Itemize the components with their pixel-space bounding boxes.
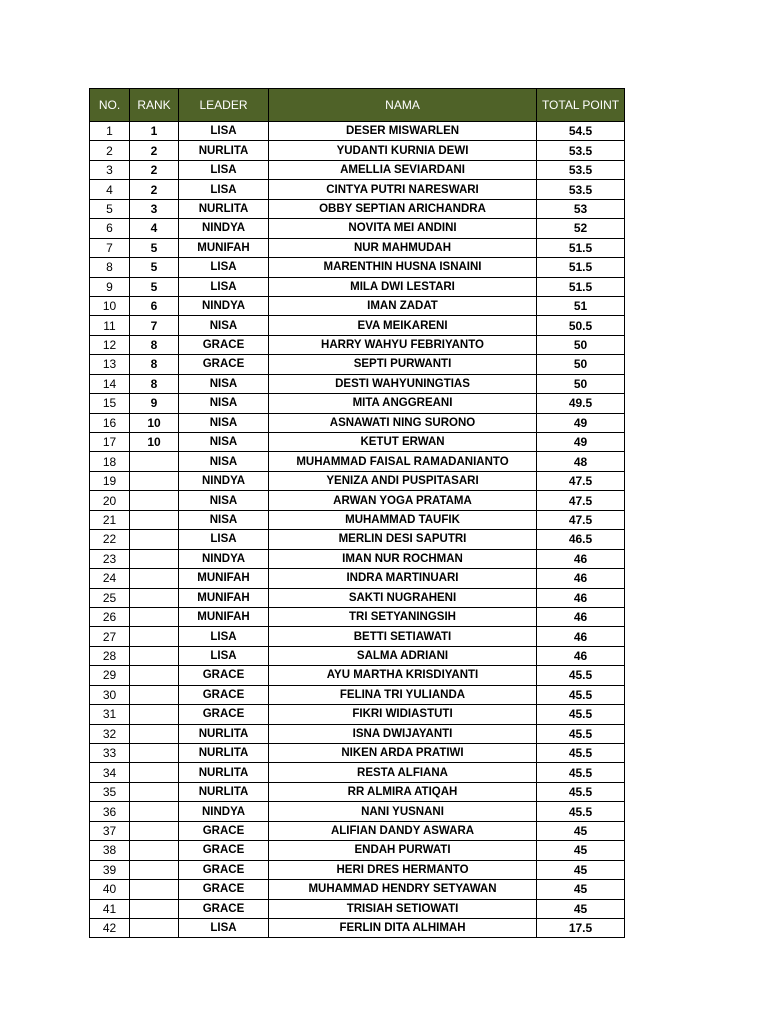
nama-cell: FELINA TRI YULIANDA — [269, 685, 537, 704]
leader-cell: GRACE — [179, 899, 269, 918]
leader-cell: NISA — [179, 316, 269, 335]
rank-cell: 8 — [130, 355, 179, 374]
leader-cell: GRACE — [179, 860, 269, 879]
no-cell: 31 — [90, 705, 130, 724]
nama-cell: SEPTI PURWANTI — [269, 355, 537, 374]
header-total-point: TOTAL POINT — [537, 89, 625, 122]
table-row — [90, 763, 625, 782]
rank-cell — [130, 685, 179, 704]
no-cell: 24 — [90, 569, 130, 588]
rank-cell: 5 — [130, 238, 179, 257]
rank-cell: 9 — [130, 394, 179, 413]
rank-cell — [130, 607, 179, 626]
table-row — [90, 607, 625, 626]
rank-cell: 3 — [130, 199, 179, 218]
leader-cell: MUNIFAH — [179, 607, 269, 626]
no-cell: 3 — [90, 160, 130, 179]
total-point-cell: 49 — [537, 433, 625, 452]
no-cell: 18 — [90, 452, 130, 471]
rank-cell — [130, 782, 179, 801]
no-cell: 12 — [90, 335, 130, 354]
rank-cell: 5 — [130, 258, 179, 277]
total-point-cell: 53.5 — [537, 180, 625, 199]
total-point-cell: 53.5 — [537, 141, 625, 160]
no-cell: 4 — [90, 180, 130, 199]
leader-cell: LISA — [179, 627, 269, 646]
nama-cell: EVA MEIKARENI — [269, 316, 537, 335]
no-cell: 2 — [90, 141, 130, 160]
no-cell: 42 — [90, 918, 130, 937]
table-row — [90, 491, 625, 510]
table-row — [90, 374, 625, 393]
rank-cell: 10 — [130, 413, 179, 432]
leader-cell: NINDYA — [179, 471, 269, 490]
nama-cell: MUHAMMAD FAISAL RAMADANIANTO — [269, 452, 537, 471]
rank-cell: 1 — [130, 122, 179, 141]
nama-cell: ARWAN YOGA PRATAMA — [269, 491, 537, 510]
rank-cell — [130, 627, 179, 646]
no-cell: 26 — [90, 607, 130, 626]
rank-cell — [130, 569, 179, 588]
leader-cell: LISA — [179, 160, 269, 179]
no-cell: 37 — [90, 821, 130, 840]
leader-cell: LISA — [179, 180, 269, 199]
nama-cell: MITA ANGGREANI — [269, 394, 537, 413]
total-point-cell: 46 — [537, 569, 625, 588]
no-cell: 7 — [90, 238, 130, 257]
no-cell: 28 — [90, 646, 130, 665]
leader-cell: GRACE — [179, 685, 269, 704]
table-row — [90, 666, 625, 685]
nama-cell: CINTYA PUTRI NARESWARI — [269, 180, 537, 199]
table-row — [90, 316, 625, 335]
no-cell: 5 — [90, 199, 130, 218]
nama-cell: MILA DWI LESTARI — [269, 277, 537, 296]
ranking-table — [89, 88, 625, 938]
nama-cell: BETTI SETIAWATI — [269, 627, 537, 646]
no-cell: 40 — [90, 880, 130, 899]
total-point-cell: 17.5 — [537, 918, 625, 937]
table-row — [90, 646, 625, 665]
table-row — [90, 180, 625, 199]
total-point-cell: 46 — [537, 627, 625, 646]
nama-cell: SAKTI NUGRAHENI — [269, 588, 537, 607]
nama-cell: NIKEN ARDA PRATIWI — [269, 744, 537, 763]
leader-cell: NISA — [179, 394, 269, 413]
no-cell: 29 — [90, 666, 130, 685]
leader-cell: NURLITA — [179, 763, 269, 782]
no-cell: 17 — [90, 433, 130, 452]
table-row — [90, 782, 625, 801]
rank-cell — [130, 471, 179, 490]
rank-cell — [130, 666, 179, 685]
leader-cell: LISA — [179, 258, 269, 277]
table-row — [90, 296, 625, 315]
table-row — [90, 627, 625, 646]
no-cell: 8 — [90, 258, 130, 277]
no-cell: 33 — [90, 744, 130, 763]
nama-cell: NOVITA MEI ANDINI — [269, 219, 537, 238]
rank-cell — [130, 549, 179, 568]
nama-cell: DESER MISWARLEN — [269, 122, 537, 141]
no-cell: 16 — [90, 413, 130, 432]
nama-cell: YENIZA ANDI PUSPITASARI — [269, 471, 537, 490]
nama-cell: RR ALMIRA ATIQAH — [269, 782, 537, 801]
total-point-cell: 46 — [537, 646, 625, 665]
total-point-cell: 49.5 — [537, 394, 625, 413]
rank-cell — [130, 530, 179, 549]
no-cell: 20 — [90, 491, 130, 510]
total-point-cell: 51 — [537, 296, 625, 315]
no-cell: 6 — [90, 219, 130, 238]
no-cell: 15 — [90, 394, 130, 413]
leader-cell: NISA — [179, 374, 269, 393]
total-point-cell: 50 — [537, 355, 625, 374]
total-point-cell: 48 — [537, 452, 625, 471]
leader-cell: GRACE — [179, 880, 269, 899]
rank-cell — [130, 860, 179, 879]
total-point-cell: 46 — [537, 549, 625, 568]
table-row — [90, 860, 625, 879]
nama-cell: SALMA ADRIANI — [269, 646, 537, 665]
header-row — [90, 89, 625, 122]
table-row — [90, 238, 625, 257]
table-row — [90, 588, 625, 607]
leader-cell: NISA — [179, 452, 269, 471]
nama-cell: INDRA MARTINUARI — [269, 569, 537, 588]
nama-cell: NUR MAHMUDAH — [269, 238, 537, 257]
table-row — [90, 160, 625, 179]
nama-cell: NANI YUSNANI — [269, 802, 537, 821]
no-cell: 35 — [90, 782, 130, 801]
leader-cell: GRACE — [179, 355, 269, 374]
leader-cell: LISA — [179, 530, 269, 549]
nama-cell: IMAN NUR ROCHMAN — [269, 549, 537, 568]
leader-cell: LISA — [179, 277, 269, 296]
table-row — [90, 471, 625, 490]
leader-cell: NINDYA — [179, 219, 269, 238]
rank-cell: 6 — [130, 296, 179, 315]
table-row — [90, 122, 625, 141]
total-point-cell: 45.5 — [537, 685, 625, 704]
nama-cell: AYU MARTHA KRISDIYANTI — [269, 666, 537, 685]
nama-cell: IMAN ZADAT — [269, 296, 537, 315]
rank-cell — [130, 491, 179, 510]
rank-cell: 5 — [130, 277, 179, 296]
leader-cell: NINDYA — [179, 802, 269, 821]
total-point-cell: 47.5 — [537, 510, 625, 529]
no-cell: 25 — [90, 588, 130, 607]
rank-cell — [130, 510, 179, 529]
leader-cell: NISA — [179, 433, 269, 452]
nama-cell: ENDAH PURWATI — [269, 841, 537, 860]
total-point-cell: 45.5 — [537, 763, 625, 782]
rank-cell — [130, 899, 179, 918]
total-point-cell: 46 — [537, 588, 625, 607]
no-cell: 32 — [90, 724, 130, 743]
rank-cell — [130, 452, 179, 471]
total-point-cell: 45 — [537, 860, 625, 879]
leader-cell: GRACE — [179, 821, 269, 840]
leader-cell: MUNIFAH — [179, 238, 269, 257]
leader-cell: NURLITA — [179, 782, 269, 801]
total-point-cell: 50 — [537, 335, 625, 354]
rank-cell — [130, 841, 179, 860]
table-row — [90, 918, 625, 937]
table-row — [90, 899, 625, 918]
leader-cell: NISA — [179, 510, 269, 529]
no-cell: 27 — [90, 627, 130, 646]
leader-cell: NURLITA — [179, 724, 269, 743]
no-cell: 9 — [90, 277, 130, 296]
leader-cell: GRACE — [179, 666, 269, 685]
leader-cell: NINDYA — [179, 296, 269, 315]
rank-cell — [130, 918, 179, 937]
rank-cell — [130, 724, 179, 743]
no-cell: 41 — [90, 899, 130, 918]
no-cell: 39 — [90, 860, 130, 879]
leader-cell: GRACE — [179, 705, 269, 724]
nama-cell: FIKRI WIDIASTUTI — [269, 705, 537, 724]
leader-cell: GRACE — [179, 335, 269, 354]
total-point-cell: 45.5 — [537, 782, 625, 801]
nama-cell: TRI SETYANINGSIH — [269, 607, 537, 626]
rank-cell: 2 — [130, 180, 179, 199]
leader-cell: NISA — [179, 413, 269, 432]
rank-cell: 8 — [130, 374, 179, 393]
no-cell: 23 — [90, 549, 130, 568]
nama-cell: OBBY SEPTIAN ARICHANDRA — [269, 199, 537, 218]
nama-cell: MUHAMMAD TAUFIK — [269, 510, 537, 529]
nama-cell: MERLIN DESI SAPUTRI — [269, 530, 537, 549]
total-point-cell: 45.5 — [537, 705, 625, 724]
nama-cell: HARRY WAHYU FEBRIYANTO — [269, 335, 537, 354]
leader-cell: NURLITA — [179, 744, 269, 763]
table-row — [90, 705, 625, 724]
leader-cell: NISA — [179, 491, 269, 510]
no-cell: 11 — [90, 316, 130, 335]
no-cell: 36 — [90, 802, 130, 821]
table-row — [90, 199, 625, 218]
no-cell: 38 — [90, 841, 130, 860]
no-cell: 10 — [90, 296, 130, 315]
no-cell: 1 — [90, 122, 130, 141]
nama-cell: AMELLIA SEVIARDANI — [269, 160, 537, 179]
leader-cell: LISA — [179, 918, 269, 937]
total-point-cell: 53 — [537, 199, 625, 218]
table-row — [90, 141, 625, 160]
rank-cell — [130, 802, 179, 821]
rank-cell: 2 — [130, 141, 179, 160]
rank-cell: 10 — [130, 433, 179, 452]
table-row — [90, 821, 625, 840]
table-row — [90, 335, 625, 354]
rank-cell: 8 — [130, 335, 179, 354]
no-cell: 34 — [90, 763, 130, 782]
table-row — [90, 355, 625, 374]
rank-cell — [130, 588, 179, 607]
total-point-cell: 45.5 — [537, 744, 625, 763]
rank-cell — [130, 763, 179, 782]
table-row — [90, 219, 625, 238]
nama-cell: DESTI WAHYUNINGTIAS — [269, 374, 537, 393]
nama-cell: MARENTHIN HUSNA ISNAINI — [269, 258, 537, 277]
table-row — [90, 569, 625, 588]
leader-cell: LISA — [179, 122, 269, 141]
no-cell: 21 — [90, 510, 130, 529]
rank-cell: 4 — [130, 219, 179, 238]
total-point-cell: 46 — [537, 607, 625, 626]
nama-cell: ALIFIAN DANDY ASWARA — [269, 821, 537, 840]
total-point-cell: 50.5 — [537, 316, 625, 335]
nama-cell: YUDANTI KURNIA DEWI — [269, 141, 537, 160]
rank-cell — [130, 646, 179, 665]
rank-cell: 2 — [130, 160, 179, 179]
total-point-cell: 51.5 — [537, 258, 625, 277]
leader-cell: NURLITA — [179, 141, 269, 160]
nama-cell: ISNA DWIJAYANTI — [269, 724, 537, 743]
table-row — [90, 277, 625, 296]
total-point-cell: 47.5 — [537, 471, 625, 490]
table-row — [90, 413, 625, 432]
table-row — [90, 530, 625, 549]
rank-cell — [130, 821, 179, 840]
rank-cell — [130, 705, 179, 724]
table-row — [90, 744, 625, 763]
rank-cell — [130, 744, 179, 763]
total-point-cell: 47.5 — [537, 491, 625, 510]
table-row — [90, 258, 625, 277]
table-row — [90, 841, 625, 860]
total-point-cell: 49 — [537, 413, 625, 432]
nama-cell: HERI DRES HERMANTO — [269, 860, 537, 879]
header-no: NO. — [90, 89, 130, 122]
total-point-cell: 45 — [537, 899, 625, 918]
total-point-cell: 45.5 — [537, 724, 625, 743]
total-point-cell: 45 — [537, 880, 625, 899]
total-point-cell: 52 — [537, 219, 625, 238]
nama-cell: FERLIN DITA ALHIMAH — [269, 918, 537, 937]
total-point-cell: 51.5 — [537, 238, 625, 257]
no-cell: 14 — [90, 374, 130, 393]
table-row — [90, 549, 625, 568]
table-body — [90, 122, 625, 938]
total-point-cell: 45.5 — [537, 802, 625, 821]
total-point-cell: 53.5 — [537, 160, 625, 179]
leader-cell: NINDYA — [179, 549, 269, 568]
header-leader: LEADER — [179, 89, 269, 122]
total-point-cell: 51.5 — [537, 277, 625, 296]
rank-cell — [130, 880, 179, 899]
table-row — [90, 510, 625, 529]
total-point-cell: 46.5 — [537, 530, 625, 549]
header-rank: RANK — [130, 89, 179, 122]
leader-cell: GRACE — [179, 841, 269, 860]
total-point-cell: 45 — [537, 821, 625, 840]
table-row — [90, 880, 625, 899]
nama-cell: TRISIAH SETIOWATI — [269, 899, 537, 918]
header-nama: NAMA — [269, 89, 537, 122]
no-cell: 30 — [90, 685, 130, 704]
no-cell: 22 — [90, 530, 130, 549]
nama-cell: MUHAMMAD HENDRY SETYAWAN — [269, 880, 537, 899]
rank-cell: 7 — [130, 316, 179, 335]
leader-cell: NURLITA — [179, 199, 269, 218]
table-header — [90, 89, 625, 122]
total-point-cell: 50 — [537, 374, 625, 393]
nama-cell: KETUT ERWAN — [269, 433, 537, 452]
table-row — [90, 685, 625, 704]
leader-cell: MUNIFAH — [179, 588, 269, 607]
table-row — [90, 802, 625, 821]
table-row — [90, 452, 625, 471]
total-point-cell: 45.5 — [537, 666, 625, 685]
table-row — [90, 724, 625, 743]
total-point-cell: 45 — [537, 841, 625, 860]
no-cell: 19 — [90, 471, 130, 490]
table-row — [90, 433, 625, 452]
nama-cell: ASNAWATI NING SURONO — [269, 413, 537, 432]
ranking-sheet — [89, 88, 625, 938]
leader-cell: MUNIFAH — [179, 569, 269, 588]
table-row — [90, 394, 625, 413]
no-cell: 13 — [90, 355, 130, 374]
nama-cell: RESTA ALFIANA — [269, 763, 537, 782]
leader-cell: LISA — [179, 646, 269, 665]
total-point-cell: 54.5 — [537, 122, 625, 141]
